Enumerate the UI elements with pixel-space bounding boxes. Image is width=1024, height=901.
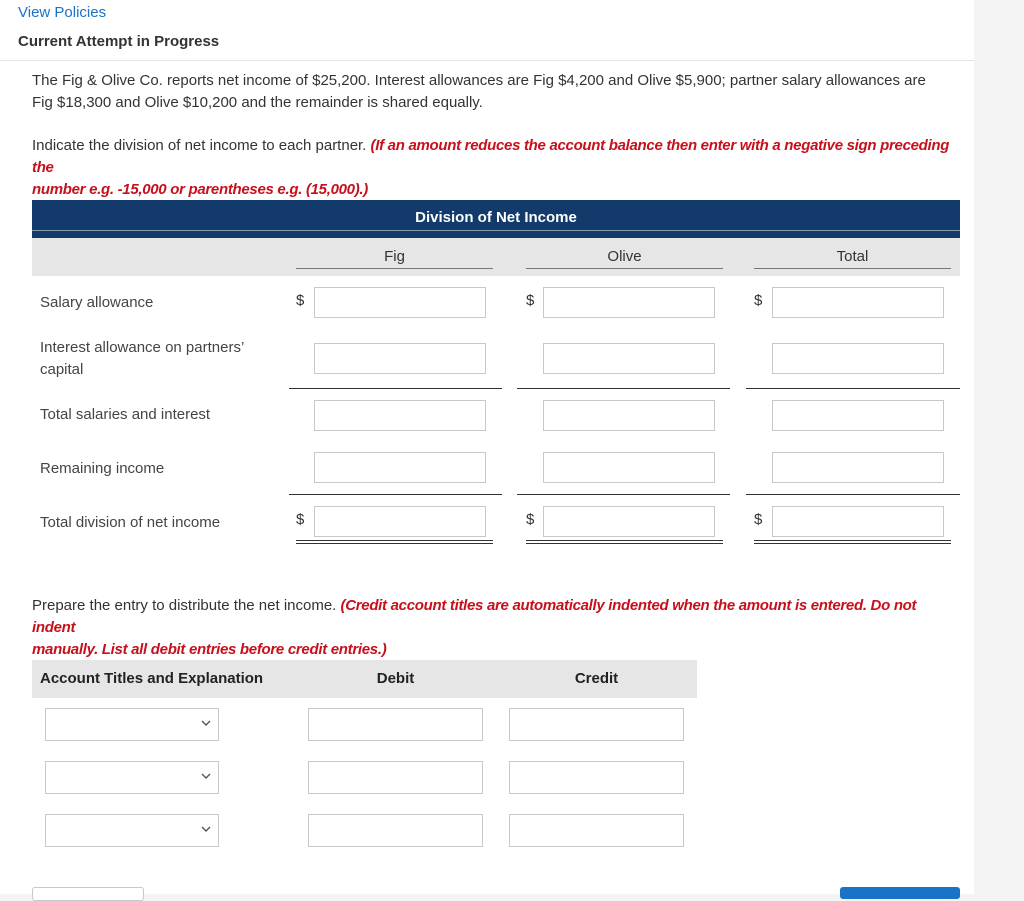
question-line-2: Fig $18,300 and Olive $10,200 and the remainder is shared equally. — [32, 94, 483, 111]
journal-hint-2: manually. List all debit entries before credit entries.) — [32, 641, 387, 658]
credit-input-2[interactable] — [509, 761, 684, 794]
journal-hint-1: (Credit account titles are automatically indented when the amount is entered. Do not indent — [32, 597, 917, 636]
instruction-hint-2: number e.g. -15,000 or parentheses e.g. (15,000).) — [32, 181, 368, 198]
journal-instruction-plain: Prepare the entry to distribute the net income. — [32, 597, 341, 614]
interest-fig-input[interactable] — [314, 343, 486, 374]
column-olive: Olive — [607, 248, 642, 265]
remaining-fig-input[interactable] — [314, 452, 486, 483]
chevron-down-icon — [200, 770, 212, 782]
primary-action-button[interactable] — [840, 887, 960, 899]
subtotal-rule — [746, 494, 960, 495]
subtotal-rule — [289, 494, 502, 495]
dollar-sign: $ — [296, 292, 305, 309]
secondary-action-button[interactable] — [32, 887, 144, 901]
double-underline-bottom — [754, 543, 951, 544]
dollar-sign: $ — [526, 511, 535, 528]
dollar-sign: $ — [526, 292, 535, 309]
row-label-interest-line2: capital — [40, 361, 84, 378]
column-total: Total — [836, 248, 869, 265]
division-table-title: Division of Net Income — [415, 209, 577, 226]
total-division-total-input[interactable] — [772, 506, 944, 537]
remaining-olive-input[interactable] — [543, 452, 715, 483]
chevron-down-icon — [200, 823, 212, 835]
row-label-interest — [40, 337, 280, 381]
subtotal-rule — [517, 388, 730, 389]
subtotal-rule — [517, 494, 730, 495]
division-instruction — [32, 135, 962, 201]
double-underline-bottom — [526, 543, 723, 544]
debit-input-1[interactable] — [308, 708, 483, 741]
account-select-2[interactable] — [45, 761, 219, 794]
remaining-total-input[interactable] — [772, 452, 944, 483]
instruction-plain: Indicate the division of net income to each partner. — [32, 137, 371, 154]
instruction-hint-1: (If an amount reduces the account balance then enter with a negative sign preceding the — [32, 137, 950, 176]
journal-header-account: Account Titles and Explanation — [40, 670, 264, 687]
total-si-olive-input[interactable] — [543, 400, 715, 431]
journal-header-credit: Credit — [574, 670, 619, 687]
account-select-3[interactable] — [45, 814, 219, 847]
dollar-sign: $ — [754, 511, 763, 528]
banner-rule — [32, 230, 960, 231]
double-underline-top — [526, 540, 723, 541]
double-underline-top — [296, 540, 493, 541]
dollar-sign: $ — [754, 292, 763, 309]
view-policies-link[interactable]: View Policies — [18, 4, 107, 21]
fig-header-underline — [296, 268, 493, 269]
total-division-fig-input[interactable] — [314, 506, 486, 537]
total-division-olive-input[interactable] — [543, 506, 715, 537]
row-label-total-division: Total division of net income — [40, 514, 221, 531]
double-underline-top — [754, 540, 951, 541]
salary-total-input[interactable] — [772, 287, 944, 318]
subtotal-rule — [746, 388, 960, 389]
total-si-fig-input[interactable] — [314, 400, 486, 431]
question-line-1: The Fig & Olive Co. reports net income of $25,200. Interest allowances are Fig $4,200 and Olive $5,900; partner salary allowances are — [32, 72, 926, 89]
salary-olive-input[interactable] — [543, 287, 715, 318]
total-header-underline — [754, 268, 951, 269]
chevron-down-icon — [200, 717, 212, 729]
double-underline-bottom — [296, 543, 493, 544]
total-si-total-input[interactable] — [772, 400, 944, 431]
debit-input-3[interactable] — [308, 814, 483, 847]
header-divider — [0, 60, 974, 61]
row-label-remaining: Remaining income — [40, 460, 165, 477]
subtotal-rule — [289, 388, 502, 389]
interest-total-input[interactable] — [772, 343, 944, 374]
credit-input-3[interactable] — [509, 814, 684, 847]
interest-olive-input[interactable] — [543, 343, 715, 374]
journal-instruction — [32, 595, 962, 661]
olive-header-underline — [526, 268, 723, 269]
row-label-salary: Salary allowance — [40, 294, 154, 311]
credit-input-1[interactable] — [509, 708, 684, 741]
account-select-1[interactable] — [45, 708, 219, 741]
column-fig: Fig — [384, 248, 405, 265]
attempt-status: Current Attempt in Progress — [18, 33, 220, 50]
question-text — [32, 70, 962, 114]
row-label-interest-line1: Interest allowance on partners’ — [40, 339, 245, 356]
row-label-total-salaries-interest: Total salaries and interest — [40, 406, 211, 423]
journal-header-debit: Debit — [376, 670, 415, 687]
debit-input-2[interactable] — [308, 761, 483, 794]
salary-fig-input[interactable] — [314, 287, 486, 318]
dollar-sign: $ — [296, 511, 305, 528]
